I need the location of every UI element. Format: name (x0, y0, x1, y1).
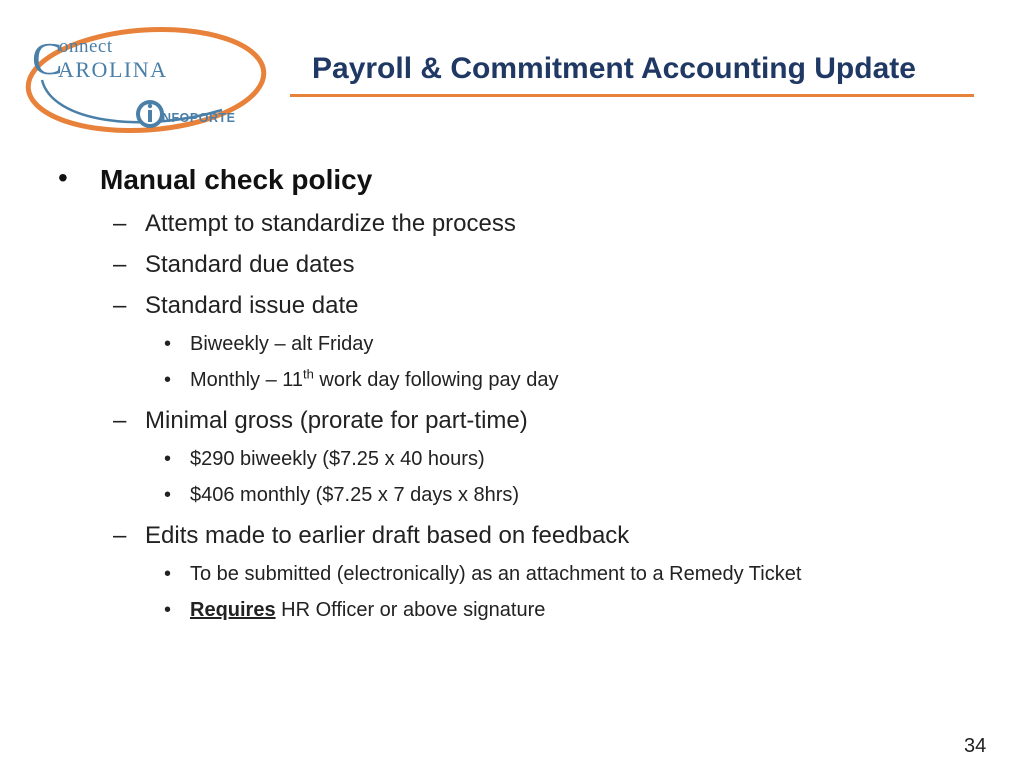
requires-emphasis: Requires (190, 599, 276, 621)
bullet-heading (58, 162, 373, 196)
sub-list-item (164, 333, 374, 356)
sub-list-item (164, 484, 520, 507)
list-item-text: Standard issue date (145, 292, 359, 319)
ordinal-superscript: th (303, 366, 314, 382)
list-item-text: Minimal gross (prorate for part-time) (145, 407, 528, 434)
logo-onnect-text: onnect (59, 36, 113, 57)
dash-marker: – (113, 292, 127, 319)
bullet-marker: • (164, 333, 172, 355)
sub-list-item-text-before: Monthly – 11 (190, 369, 304, 391)
dash-marker: – (113, 522, 127, 549)
sub-list-item-text-after: HR Officer or above signature (275, 599, 546, 621)
sub-list-item-text: $406 monthly ($7.25 x 7 days x 8hrs) (190, 484, 520, 506)
sub-list-item-text: $290 biweekly ($7.25 x 40 hours) (190, 448, 485, 470)
dash-marker: – (113, 251, 127, 278)
list-item-text: Standard due dates (145, 251, 355, 278)
list-item (113, 210, 516, 238)
bullet-heading-text: Manual check policy (100, 164, 373, 195)
title-underline-rule (290, 94, 974, 97)
dash-marker: – (113, 210, 127, 237)
logo-arolina-text: AROLINA (58, 57, 168, 82)
sub-list-item (164, 599, 546, 622)
bullet-marker: • (164, 599, 172, 621)
bullet-marker: • (164, 563, 172, 585)
infoporte-wordmark: NFOPORTE (162, 111, 236, 125)
connectcarolina-wordmark (32, 33, 168, 84)
sub-list-item (164, 563, 802, 586)
sub-list-item (164, 366, 559, 392)
list-item (113, 522, 630, 550)
logo-c-letter: C (32, 33, 63, 84)
list-item (113, 292, 359, 320)
list-item (113, 251, 355, 279)
slide-title: Payroll & Commitment Accounting Update (312, 52, 916, 85)
bullet-marker: • (58, 162, 68, 193)
list-item-text: Edits made to earlier draft based on feedback (145, 522, 630, 549)
bullet-marker: • (164, 369, 172, 391)
sub-list-item-text: Biweekly – alt Friday (190, 333, 374, 355)
list-item (113, 407, 528, 435)
sub-list-item-text-after: work day following pay day (313, 369, 559, 391)
sub-list-item (164, 448, 485, 471)
bullet-marker: • (164, 448, 172, 470)
sub-list-item-text: To be submitted (electronically) as an attachment to a Remedy Ticket (190, 563, 802, 585)
dash-marker: – (113, 407, 127, 434)
connectcarolina-infoporte-logo (22, 22, 272, 140)
page-number: 34 (964, 735, 987, 757)
list-item-text: Attempt to standardize the process (145, 210, 516, 237)
bullet-marker: • (164, 484, 172, 506)
